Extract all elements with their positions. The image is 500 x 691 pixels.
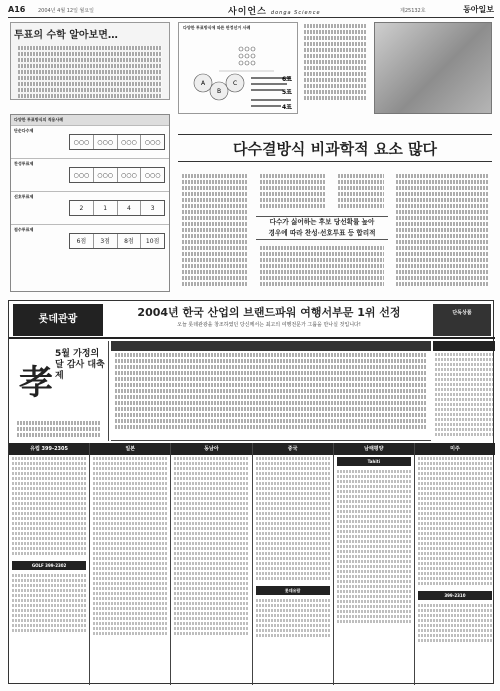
issue-date: 2004년 4월 12일 월요일 bbox=[38, 8, 95, 14]
result-4: 4표 bbox=[282, 104, 292, 111]
article-column bbox=[256, 172, 330, 212]
article-column bbox=[392, 172, 492, 292]
section-title: 사이언스 donga Science bbox=[228, 7, 321, 17]
diagram-title: 다양한 투표방식에 따른 판정선거 사례 bbox=[183, 25, 251, 30]
ad-columns bbox=[9, 443, 495, 685]
ad-badge: 단독상품 bbox=[433, 304, 491, 336]
table-row: 선호투표제 2 1 4 3 bbox=[11, 191, 169, 224]
issue-number: 제25132호 bbox=[400, 8, 426, 14]
article-column bbox=[334, 172, 388, 212]
diagram-graphic bbox=[179, 23, 299, 115]
article-photo bbox=[374, 22, 492, 114]
result-6: 6표 bbox=[282, 76, 292, 83]
table-row: 단순다수제 ○○○ ○○○ ○○○ ○○○ bbox=[11, 125, 169, 158]
ballot: ○○○ ○○○ ○○○ ○○○ bbox=[69, 134, 165, 150]
svg-text:C: C bbox=[233, 80, 238, 87]
article-headline: 다수결방식 비과학적 요소 많다 bbox=[178, 134, 492, 162]
diagram-notes bbox=[300, 22, 370, 114]
table-row: 찬성투표제 ○○○ ○○○ ○○○ ○○○ bbox=[11, 158, 169, 191]
ballot: 2 1 4 3 bbox=[69, 200, 165, 216]
intro-title: 투표의 수학 알아보면… bbox=[14, 30, 118, 41]
paper-logo: 동아일보 bbox=[463, 4, 494, 14]
ad-title: 2004년 한국 산업의 브랜드파워 여행서부문 1위 선정 bbox=[137, 306, 401, 319]
svg-text:B: B bbox=[217, 88, 222, 95]
advertisement bbox=[8, 300, 494, 684]
promo-title: 5월 가정의 달 감사 대축제 bbox=[55, 349, 105, 381]
promo-glyph: 孝 bbox=[19, 363, 53, 403]
ad-header bbox=[9, 301, 495, 339]
article-subhead: 다수가 싫어하는 후보 당선확률 높아 경우에 따라 찬성·선호투표 등 합리적 bbox=[256, 216, 388, 240]
ad-column: 동남아 bbox=[171, 443, 252, 685]
ad-column: 남태평양 Tahiti bbox=[334, 443, 415, 685]
ballot: ○○○ ○○○ ○○○ ○○○ bbox=[69, 167, 165, 183]
ad-column: 중국 롯데유람 bbox=[253, 443, 334, 685]
table-row: 점수투표제 6점 3점 8점 10점 bbox=[11, 224, 169, 257]
article-column bbox=[178, 172, 252, 292]
article-column bbox=[256, 244, 388, 292]
intro-text bbox=[14, 44, 166, 102]
ad-logo: 롯데관광 bbox=[13, 304, 103, 336]
voting-diagram bbox=[178, 22, 298, 114]
ad-promo bbox=[9, 341, 109, 441]
voting-methods-table bbox=[10, 114, 170, 292]
ballot: 6점 3점 8점 10점 bbox=[69, 233, 165, 249]
ad-subtitle: 오늘 롯데관광을 창조하였던 당신께서는 최고의 여행전문가 그룹을 만나실 것입니다! bbox=[177, 322, 361, 328]
svg-text:A: A bbox=[201, 80, 206, 87]
intro-box bbox=[10, 22, 170, 100]
ad-side bbox=[433, 341, 495, 441]
page-number: A16 bbox=[8, 5, 26, 14]
voter-group bbox=[239, 47, 255, 65]
result-5: 5표 bbox=[282, 89, 292, 96]
page-header bbox=[8, 4, 494, 18]
ad-column: 일본 bbox=[90, 443, 171, 685]
ad-featured bbox=[111, 341, 431, 441]
ad-column: 미주 399-2310 bbox=[415, 443, 495, 685]
ad-column: 유럽 399-2305 GOLF 399-2302 bbox=[9, 443, 90, 685]
table-title: 다양한 투표방식의 적용사례 bbox=[11, 115, 169, 125]
